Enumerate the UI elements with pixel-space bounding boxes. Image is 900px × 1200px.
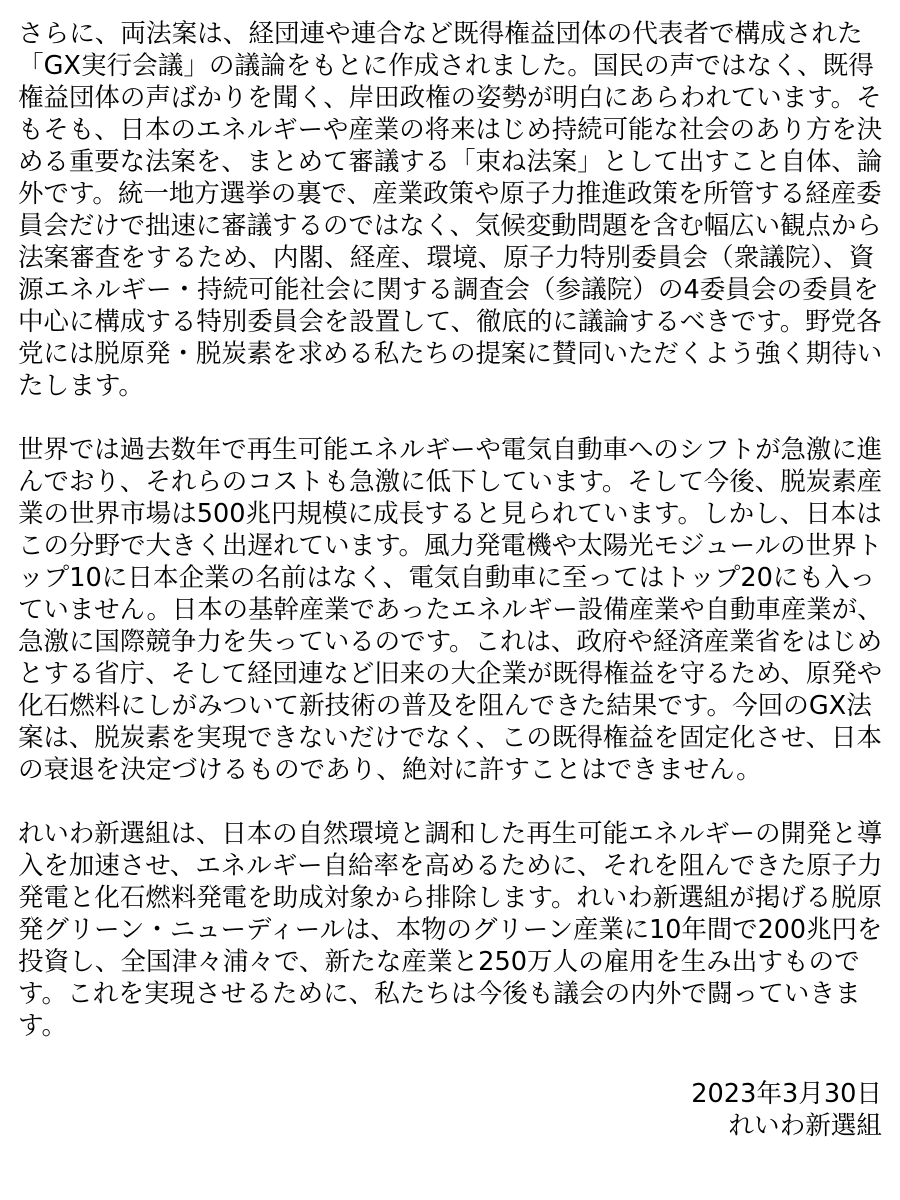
text-line: この分野で大きく出遅れています。風力発電機や太陽光モジュールの世界ト [18,531,883,561]
text-line: とする省庁、そして経団連など旧来の大企業が既得権益を守るため、原発や [18,659,883,689]
signature-block [691,1078,882,1142]
text-line: 世界では過去数年で再生可能エネルギーや電気自動車へのシフトが急激に進 [18,435,883,465]
text-line: 発電と化石燃料発電を助成対象から排除します。れいわ新選組が掲げる脱原 [18,883,883,913]
paragraph-reiwa-policy [18,818,882,1042]
text-line: んでおり、それらのコストも急激に低下しています。そして今後、脱炭素産 [18,467,883,497]
text-line: 案は、脱炭素を実現できないだけでなく、この既得権益を固定化させ、日本 [18,723,882,753]
paragraph-world-market [18,434,882,786]
text-line: れいわ新選組は、日本の自然環境と調和した再生可能エネルギーの開発と導 [18,819,883,849]
text-line: 投資し、全国津々浦々で、新たな産業と250万人の雇用を生み出すもので [18,947,860,977]
text-line: 中心に構成する特別委員会を設置して、徹底的に議論するべきです。野党各 [18,307,882,337]
text-line: たします。 [18,371,144,401]
text-line: 急激に国際競争力を失っているのです。これは、政府や経済産業省をはじめ [18,627,883,657]
text-line: さらに、両法案は、経団連や連合など既得権益団体の代表者で構成された [18,19,863,49]
text-line: 「GX実行会議」の議論をもとに作成されました。国民の声ではなく、既得 [18,51,874,81]
paragraph-spacer [18,786,882,818]
text-line: す。これを実現させるために、私たちは今後も議会の内外で闘っていきま [18,979,861,1009]
text-line: の衰退を決定づけるものであり、絶対に許すことはできません。 [18,755,762,785]
text-line: 発グリーン・ニューディールは、本物のグリーン産業に10年間で200兆円を [18,915,883,945]
text-line: ップ10に日本企業の名前はなく、電気自動車に至ってはトップ20にも入っ [18,563,876,593]
text-line: 化石燃料にしがみついて新技術の普及を阻んできた結果です。今回のGX法 [18,691,872,721]
text-line: ていません。日本の基幹産業であったエネルギー設備産業や自動車産業が、 [18,595,883,625]
text-line: 権益団体の声ばかりを聞く、岸田政権の姿勢が明白にあらわれています。そ [18,83,882,113]
text-line: す。 [18,1011,68,1041]
text-line: 入を加速させ、エネルギー自給率を高めるために、それを阻んできた原子力 [18,851,883,881]
signature-organization: れいわ新選組 [728,1111,882,1141]
text-line: 外です。統一地方選挙の裏で、産業政策や原子力推進政策を所管する経産委 [18,179,882,209]
text-line: もそも、日本のエネルギーや産業の将来はじめ持続可能な社会のあり方を決 [18,115,883,145]
text-line: 法案審査をするため、内閣、経産、環境、原子力特別委員会（衆議院）、資 [18,243,875,273]
paragraph-gx-council [18,18,882,402]
text-line: 党には脱原発・脱炭素を求める私たちの提案に賛同いただくよう強く期待い [18,339,883,369]
text-line: 業の世界市場は500兆円規模に成長すると見られています。しかし、日本は [18,499,882,529]
text-line: める重要な法案を、まとめて審議する「束ね法案」として出すこと自体、論 [18,147,883,177]
text-line: 員会だけで拙速に審議するのではなく、気候変動問題を含む幅広い観点から [18,211,882,241]
text-line: 源エネルギー・持続可能社会に関する調査会（参議院）の4委員会の委員を [18,275,879,305]
signature-date: 2023年3月30日 [691,1079,882,1109]
paragraph-spacer [18,402,882,434]
